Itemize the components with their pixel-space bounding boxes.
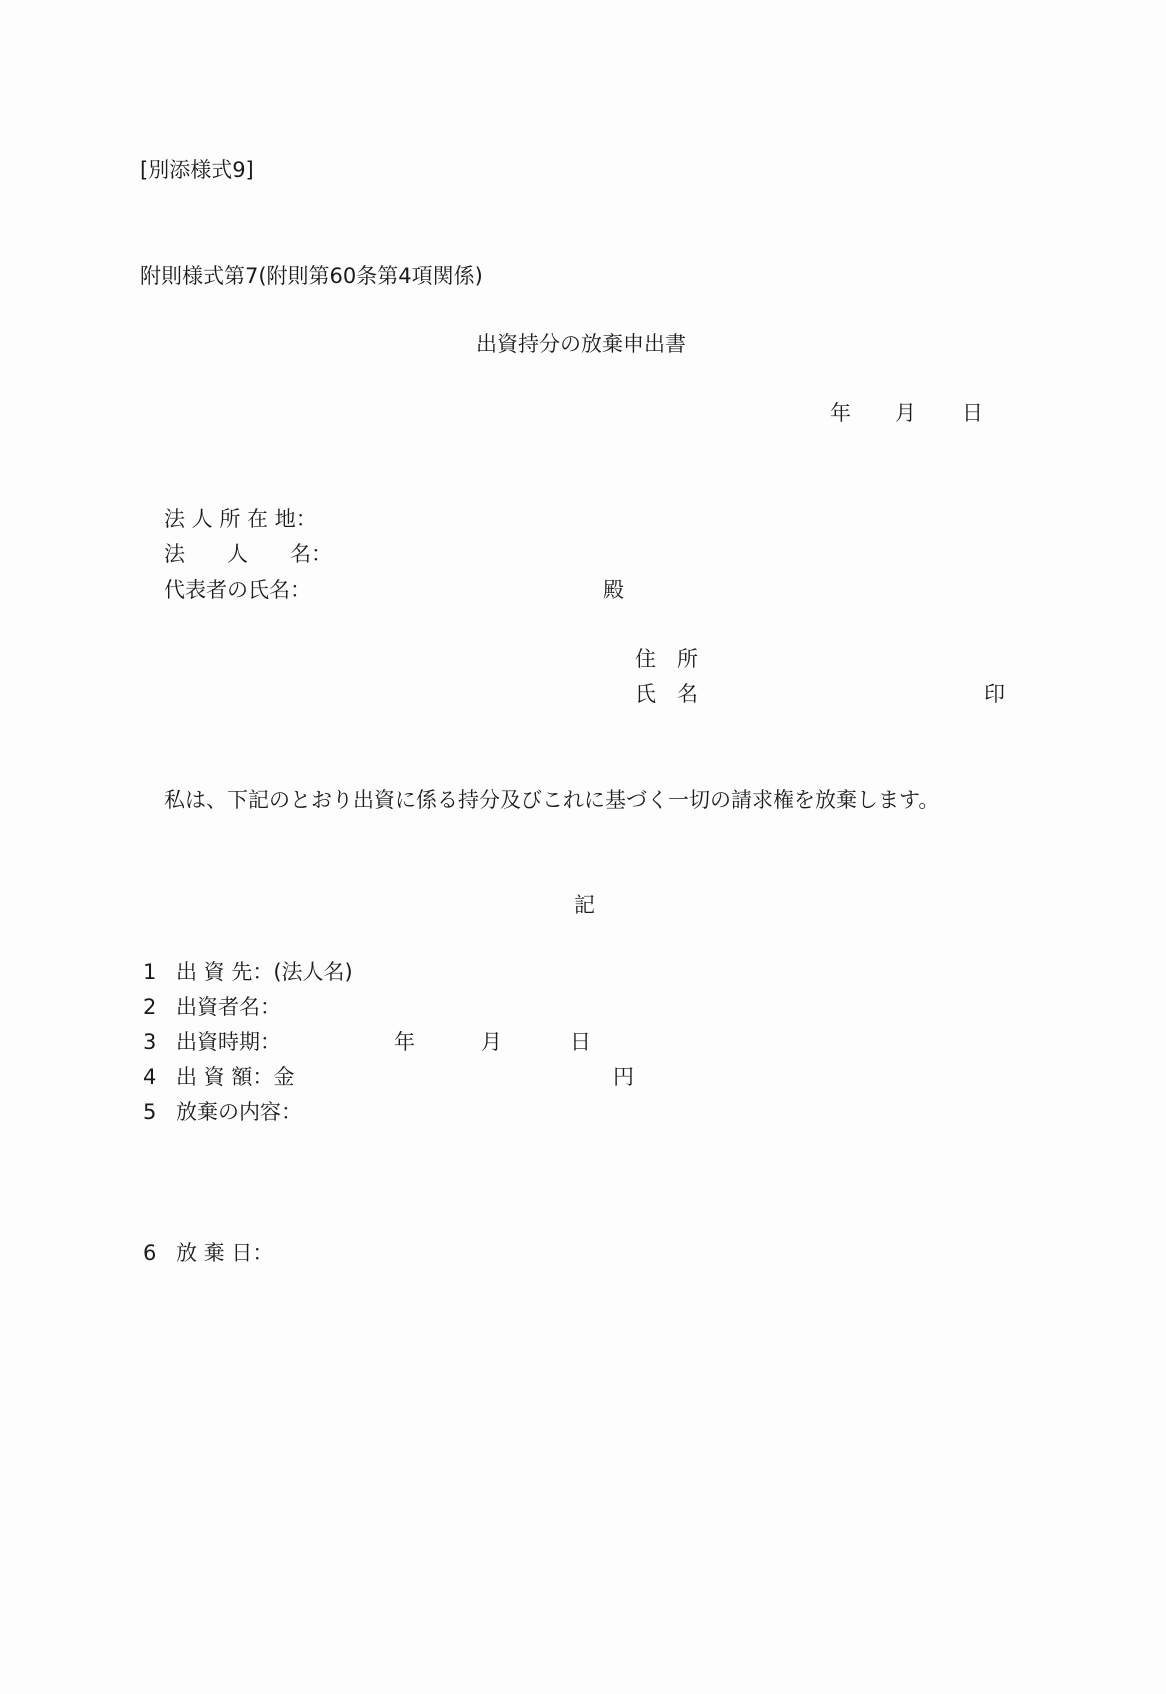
representative-name-label: 代表者の氏名： bbox=[164, 578, 311, 602]
item-investment-amount-label: 出 資 額：金 bbox=[176, 1065, 295, 1089]
item-number: 5 bbox=[143, 1100, 157, 1124]
date-month-label: 月 bbox=[895, 401, 916, 425]
item-waiver-date-label: 放 棄 日： bbox=[176, 1241, 274, 1265]
investment-day-label: 日 bbox=[570, 1030, 591, 1054]
yen-unit: 円 bbox=[613, 1065, 634, 1089]
honorific-dono: 殿 bbox=[603, 578, 624, 602]
corporate-name-label: 法 人 名： bbox=[164, 542, 332, 566]
waiver-statement: 私は、下記のとおり出資に係る持分及びこれに基づく一切の請求権を放棄します。 bbox=[164, 788, 940, 812]
date-year-label: 年 bbox=[830, 401, 851, 425]
item-number: 6 bbox=[143, 1241, 157, 1265]
item-waiver-content-label: 放棄の内容： bbox=[176, 1100, 302, 1124]
form-basis: 附則様式第7(附則第60条第4項関係) bbox=[140, 264, 483, 288]
seal-mark: 印 bbox=[984, 682, 1005, 706]
applicant-name-label: 氏 名 bbox=[635, 682, 698, 706]
corporate-address-label: 法 人 所 在 地： bbox=[164, 507, 317, 531]
item-investor-name-label: 出資者名： bbox=[176, 995, 281, 1019]
item-investee-label: 出 資 先：(法人名) bbox=[176, 960, 353, 984]
item-number: 1 bbox=[143, 960, 157, 984]
item-number: 2 bbox=[143, 995, 157, 1019]
record-heading: 記 bbox=[574, 893, 595, 917]
applicant-address-label: 住 所 bbox=[635, 647, 698, 671]
form-reference: [別添様式9] bbox=[140, 158, 254, 182]
item-number: 3 bbox=[143, 1030, 157, 1054]
investment-year-label: 年 bbox=[394, 1030, 415, 1054]
investment-month-label: 月 bbox=[481, 1030, 502, 1054]
item-number: 4 bbox=[143, 1065, 157, 1089]
item-investment-date-label: 出資時期： bbox=[176, 1030, 281, 1054]
date-day-label: 日 bbox=[962, 401, 983, 425]
document-title: 出資持分の放棄申出書 bbox=[476, 332, 686, 356]
